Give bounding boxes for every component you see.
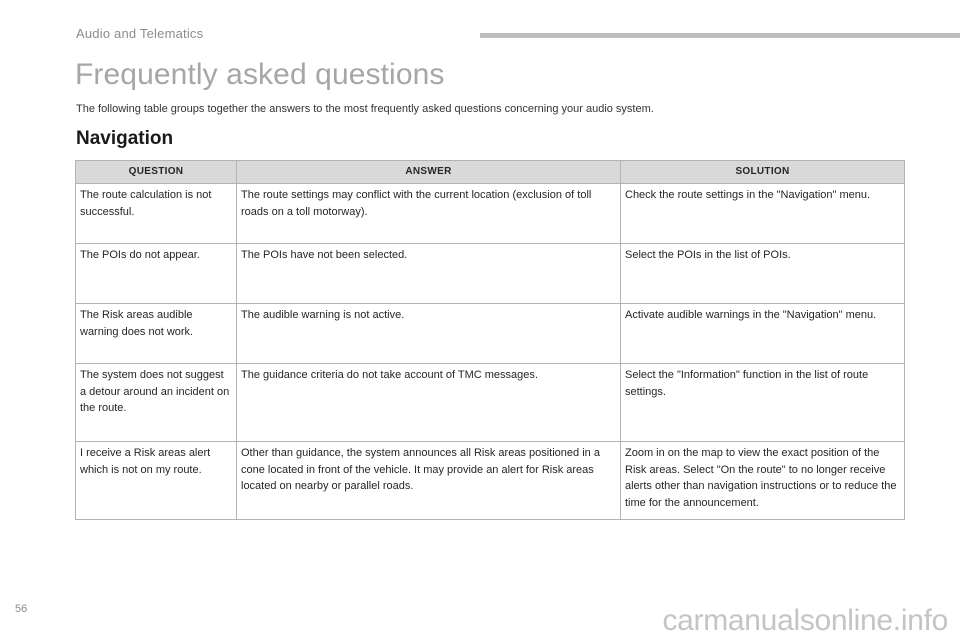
- section-header-label: Audio and Telematics: [76, 26, 204, 41]
- cell-question: The system does not suggest a detour around an incident on the route.: [76, 364, 237, 442]
- table-row: [76, 364, 905, 442]
- page-number: 56: [15, 603, 28, 615]
- cell-solution: Zoom in on the map to view the exact position of the Risk areas. Select "On the route" to no longer receive alerts other than navigation instructions or to reduce the time for the announcement.: [621, 442, 905, 520]
- cell-question: The POIs do not appear.: [76, 244, 237, 304]
- cell-question: The Risk areas audible warning does not work.: [76, 304, 237, 364]
- cell-answer: Other than guidance, the system announces all Risk areas positioned in a cone located in front of the vehicle. It may provide an alert for Risk areas located on nearby or parallel roads.: [237, 442, 621, 520]
- column-header-answer: ANSWER: [237, 161, 621, 184]
- faq-table: [75, 160, 905, 520]
- table-header-row: [76, 161, 905, 184]
- table-row: [76, 184, 905, 244]
- cell-solution: Select the POIs in the list of POIs.: [621, 244, 905, 304]
- cell-answer: The POIs have not been selected.: [237, 244, 621, 304]
- table-row: [76, 244, 905, 304]
- intro-text: The following table groups together the answers to the most frequently asked questions concerning your audio system.: [76, 103, 654, 115]
- page-title: Frequently asked questions: [75, 58, 445, 91]
- cell-answer: The route settings may conflict with the current location (exclusion of toll roads on a toll motorway).: [237, 184, 621, 244]
- cell-answer: The guidance criteria do not take account of TMC messages.: [237, 364, 621, 442]
- header-rule: [480, 33, 960, 38]
- watermark-text: carmanualsonline.info: [662, 604, 948, 637]
- cell-solution: Activate audible warnings in the "Navigation" menu.: [621, 304, 905, 364]
- section-heading-navigation: Navigation: [76, 128, 174, 149]
- cell-question: The route calculation is not successful.: [76, 184, 237, 244]
- cell-question: I receive a Risk areas alert which is not on my route.: [76, 442, 237, 520]
- column-header-solution: SOLUTION: [621, 161, 905, 184]
- cell-solution: Select the "Information" function in the list of route settings.: [621, 364, 905, 442]
- cell-solution: Check the route settings in the "Navigation" menu.: [621, 184, 905, 244]
- cell-answer: The audible warning is not active.: [237, 304, 621, 364]
- column-header-question: QUESTION: [76, 161, 237, 184]
- table-row: [76, 304, 905, 364]
- table-row: [76, 442, 905, 520]
